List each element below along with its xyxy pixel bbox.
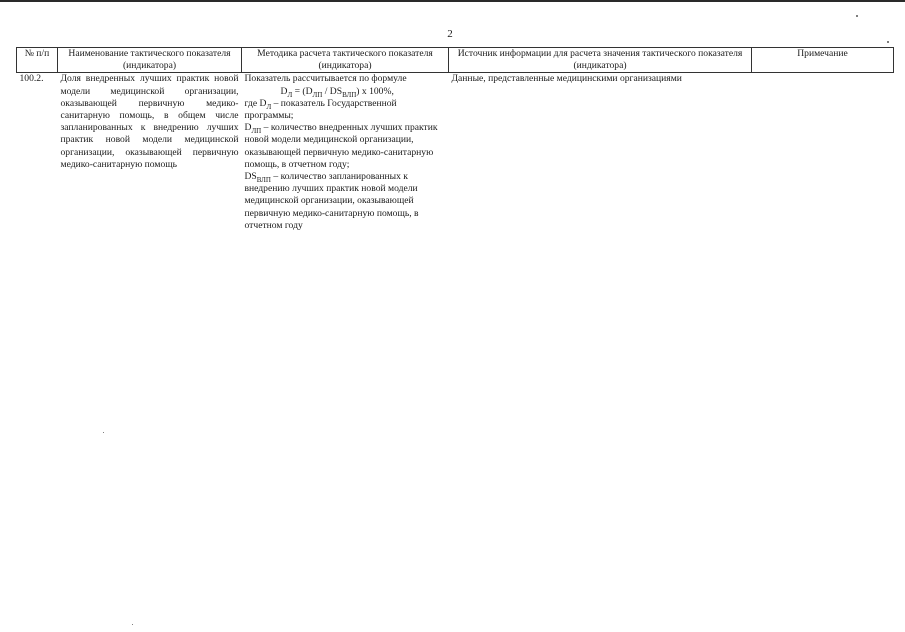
- row-source: Данные, представленные медицинскими организациями: [451, 73, 682, 85]
- table-row: [17, 73, 894, 232]
- method-formula: [245, 86, 446, 98]
- row-method: [242, 73, 449, 232]
- formula-tail: ) х 100%,: [356, 85, 394, 97]
- header-note: Примечание: [752, 48, 894, 73]
- header-name: Наименование тактического показателя (индикатора): [58, 48, 242, 73]
- method-intro: Показатель рассчитывается по формуле: [244, 73, 407, 85]
- formula-div: / DS: [322, 85, 343, 97]
- def3-text: – количество запланированных к внедрению лучших практик новой модели медицинской организации, оказывающей первичную медико-санитарную помощь, в отчетном году: [244, 171, 419, 231]
- scan-speck: [887, 41, 889, 43]
- scan-speck: [132, 624, 133, 625]
- table-header-row: [17, 48, 894, 73]
- header-num: № п/п: [17, 48, 58, 73]
- method-def-3: [245, 171, 446, 232]
- formula-num-sub: ЛП: [312, 90, 323, 99]
- method-def-2: [245, 122, 446, 171]
- def3-symbol: DS: [244, 171, 257, 183]
- header-source: Источник информации для расчета значения тактического показателя (индикатора): [449, 48, 752, 73]
- scan-speck: [103, 432, 104, 433]
- def2-text: – количество внедренных лучших практик новой модели медицинской организации, оказывающей первичную медико-санитарную помощь, в отчетном году;: [244, 122, 438, 170]
- scan-speck: [856, 15, 858, 17]
- row-note: [752, 73, 894, 232]
- method-def-1: [245, 98, 446, 122]
- page-top-edge: [0, 0, 905, 2]
- row-name: Доля внедренных лучших практик новой модели медицинской организации, оказывающей первичную медико-санитарную помощь, в общем числе запланированных к внедрению лучших практик новой модели медицинской организации, оказывающей первичную медико-санитарную помощь: [60, 73, 239, 170]
- def1-symbol: где D: [244, 97, 267, 109]
- def2-sub: ЛП: [251, 127, 262, 136]
- def1-text: – показатель Государственной программы;: [244, 97, 397, 122]
- header-method: Методика расчета тактического показателя (индикатора): [242, 48, 449, 73]
- def3-sub: ВЛП: [256, 175, 271, 184]
- formula-eq: = (D: [292, 85, 313, 97]
- formula-lhs: D: [280, 85, 288, 97]
- indicator-table: [16, 47, 894, 232]
- row-num: 100.2.: [19, 73, 44, 85]
- page-number: 2: [447, 28, 453, 40]
- def2-symbol: D: [244, 122, 252, 134]
- formula-den-sub: ВЛП: [342, 90, 357, 99]
- def1-sub: Л: [266, 102, 272, 111]
- formula-lhs-sub: Л: [287, 90, 293, 99]
